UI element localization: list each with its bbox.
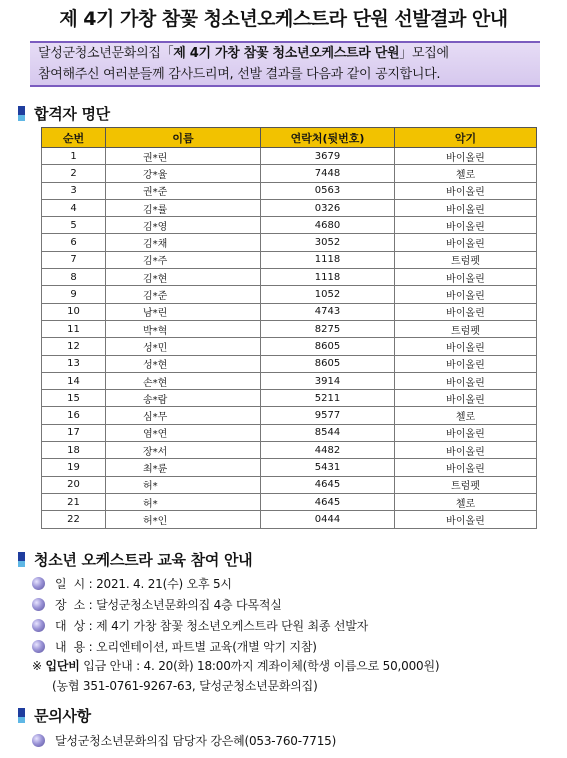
cell-contact: 7448 [261,165,395,182]
cell-number: 18 [42,442,106,459]
cell-contact: 8275 [261,320,395,337]
passers-table [41,127,537,529]
cell-number: 12 [42,338,106,355]
cell-contact: 4645 [261,493,395,510]
table-row [42,269,537,286]
cell-name: 심*무 [106,407,261,424]
cell-contact: 4482 [261,442,395,459]
table-row [42,407,537,424]
inquiry-text: 달성군청소년문화의집 담당자 강은혜(053-760-7715) [55,734,337,748]
table-header-row [42,128,537,148]
cell-name: 김*현 [106,269,261,286]
table-row [42,476,537,493]
cell-instrument: 바이올린 [395,234,537,251]
cell-instrument: 바이올린 [395,338,537,355]
section-education [18,549,252,570]
table-row [42,234,537,251]
table-body [42,148,537,529]
cell-name: 김*준 [106,286,261,303]
table-row [42,199,537,216]
note-mark: ※ [32,659,42,673]
section-inquiry-title: 문의사항 [34,707,91,725]
cell-instrument: 바이올린 [395,182,537,199]
cell-number: 5 [42,217,106,234]
cell-number: 10 [42,303,106,320]
cell-name: 권*린 [106,148,261,165]
cell-name: 허* [106,493,261,510]
cell-name: 강*율 [106,165,261,182]
cell-instrument: 바이올린 [395,511,537,528]
cell-name: 김*영 [106,217,261,234]
cell-name: 송*람 [106,390,261,407]
cell-number: 7 [42,251,106,268]
table-row [42,355,537,372]
cell-number: 14 [42,372,106,389]
table-row [42,459,537,476]
cell-instrument: 바이올린 [395,269,537,286]
fee-note [32,657,439,674]
section-passers [18,103,110,124]
education-date [32,575,232,592]
cell-name: 김*채 [106,234,261,251]
education-place-text: 장 소 : 달성군청소년문화의집 4층 다목적실 [55,598,282,612]
cell-name: 허*인 [106,511,261,528]
cell-contact: 9577 [261,407,395,424]
cell-instrument: 바이올린 [395,286,537,303]
table-row [42,372,537,389]
fee-label: 입단비 [45,659,80,673]
bullet-icon [32,619,45,632]
section-passers-title: 합격자 명단 [34,105,110,123]
bullet-icon [32,640,45,653]
cell-contact: 0444 [261,511,395,528]
cell-instrument: 바이올린 [395,442,537,459]
education-target [32,617,368,634]
cell-contact: 4680 [261,217,395,234]
bullet-icon [32,734,45,747]
section-marker-icon [18,708,25,723]
education-place [32,596,282,613]
cell-number: 16 [42,407,106,424]
cell-name: 장*서 [106,442,261,459]
table-row [42,165,537,182]
cell-instrument: 트럼펫 [395,251,537,268]
cell-instrument: 바이올린 [395,372,537,389]
section-marker-icon [18,106,25,121]
cell-number: 11 [42,320,106,337]
cell-number: 20 [42,476,106,493]
cell-number: 17 [42,424,106,441]
cell-contact: 8544 [261,424,395,441]
cell-instrument: 바이올린 [395,459,537,476]
table-row [42,251,537,268]
cell-instrument: 트럼펫 [395,476,537,493]
cell-number: 13 [42,355,106,372]
cell-contact: 5211 [261,390,395,407]
cell-name: 김*주 [106,251,261,268]
cell-instrument: 바이올린 [395,303,537,320]
cell-instrument: 바이올린 [395,355,537,372]
cell-instrument: 바이올린 [395,217,537,234]
cell-name: 염*연 [106,424,261,441]
cell-contact: 1118 [261,269,395,286]
cell-contact: 1052 [261,286,395,303]
table-row [42,338,537,355]
cell-instrument: 첼로 [395,165,537,182]
cell-number: 2 [42,165,106,182]
cell-number: 6 [42,234,106,251]
cell-contact: 3679 [261,148,395,165]
cell-name: 성*민 [106,338,261,355]
cell-instrument: 바이올린 [395,390,537,407]
table-row [42,217,537,234]
cell-number: 15 [42,390,106,407]
cell-name: 최*륜 [106,459,261,476]
page-title: 제 4기 가창 참꽃 청소년오케스트라 단원 선발결과 안내 [59,8,508,30]
cell-instrument: 트럼펫 [395,320,537,337]
cell-number: 21 [42,493,106,510]
cell-number: 8 [42,269,106,286]
cell-name: 남*린 [106,303,261,320]
cell-number: 22 [42,511,106,528]
section-inquiry [18,705,91,726]
education-target-text: 대 상 : 제 4기 가창 참꽃 청소년오케스트라 단원 최종 선발자 [55,619,369,633]
header-instrument: 악기 [395,128,537,148]
bullet-icon [32,577,45,590]
cell-contact: 5431 [261,459,395,476]
cell-instrument: 첼로 [395,493,537,510]
cell-contact: 8605 [261,355,395,372]
education-content [32,638,317,655]
notice-line-1 [30,43,540,64]
table-row [42,511,537,528]
cell-contact: 0326 [261,199,395,216]
section-education-title: 청소년 오케스트라 교육 참여 안내 [34,551,253,569]
table-row [42,424,537,441]
cell-number: 4 [42,199,106,216]
cell-name: 권*준 [106,182,261,199]
cell-name: 손*현 [106,372,261,389]
cell-name: 김*률 [106,199,261,216]
education-content-text: 내 용 : 오리엔테이션, 파트별 교육(개별 악기 지참) [55,640,317,654]
cell-number: 9 [42,286,106,303]
cell-instrument: 바이올린 [395,148,537,165]
table-row [42,320,537,337]
table-row [42,286,537,303]
header-contact: 연락처(뒷번호) [261,128,395,148]
cell-number: 19 [42,459,106,476]
table-row [42,493,537,510]
table-row [42,303,537,320]
cell-number: 3 [42,182,106,199]
bullet-icon [32,598,45,611]
table-row [42,442,537,459]
notice-box [30,41,540,87]
table-row [42,390,537,407]
table-row [42,148,537,165]
cell-instrument: 바이올린 [395,199,537,216]
notice-org: 달성군청소년문화의집「 [38,46,174,61]
notice-line-2: 참여해주신 여러분들께 감사드리며, 선발 결과를 다음과 같이 공지합니다. [38,67,441,82]
cell-instrument: 바이올린 [395,424,537,441]
cell-number: 1 [42,148,106,165]
fee-account: (농협 351-0761-9267-63, 달성군청소년문화의집) [52,679,318,693]
cell-contact: 0563 [261,182,395,199]
inquiry-contact [32,732,336,749]
fee-text: 입금 안내 : 4. 20(화) 18:00까지 계좌이체(학생 이름으로 50,000원) [79,659,440,673]
header-number: 순번 [42,128,106,148]
cell-contact: 3052 [261,234,395,251]
cell-contact: 8605 [261,338,395,355]
cell-instrument: 첼로 [395,407,537,424]
cell-contact: 4743 [261,303,395,320]
cell-contact: 3914 [261,372,395,389]
cell-name: 허* [106,476,261,493]
education-date-text: 일 시 : 2021. 4. 21(수) 오후 5시 [55,577,232,591]
cell-name: 성*현 [106,355,261,372]
cell-contact: 1118 [261,251,395,268]
section-marker-icon [18,552,25,567]
cell-contact: 4645 [261,476,395,493]
cell-name: 박*혁 [106,320,261,337]
notice-recruit: 」모집에 [399,46,449,61]
notice-program-name: 제 4기 가창 참꽃 청소년오케스트라 단원 [173,46,400,61]
header-name: 이름 [106,128,261,148]
table-row [42,182,537,199]
